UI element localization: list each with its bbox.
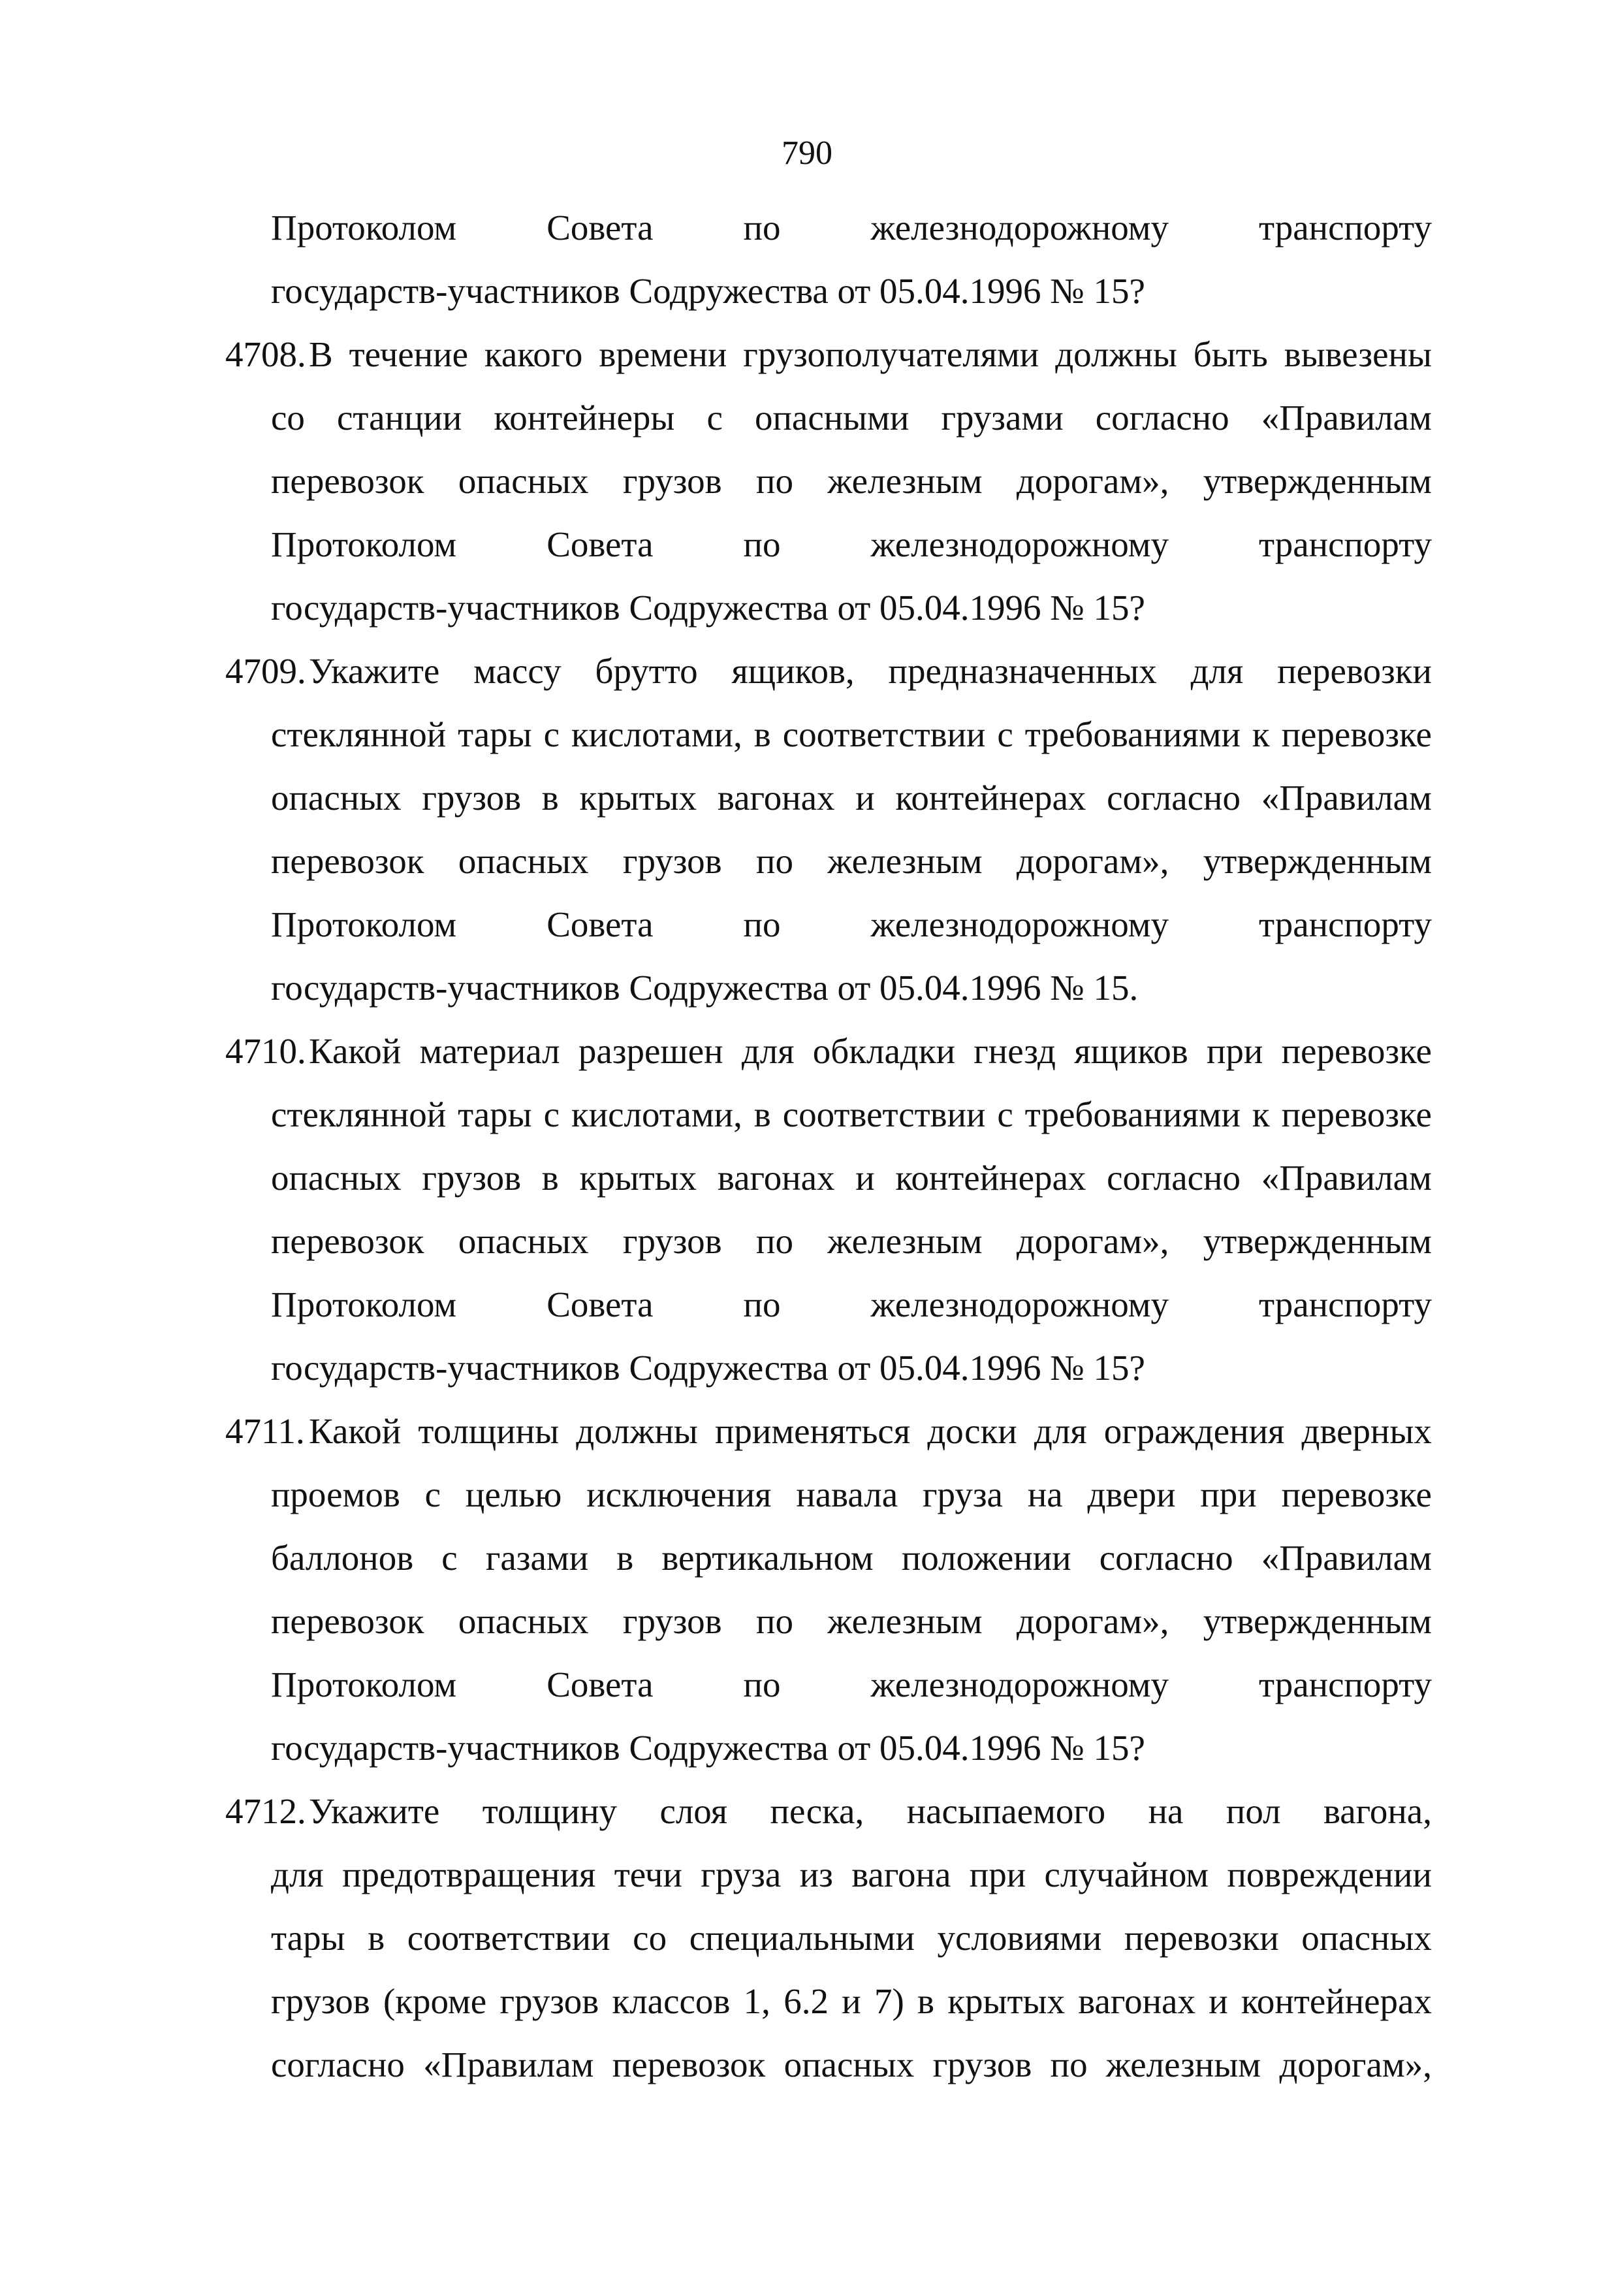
word: перевозок: [271, 1221, 424, 1261]
word: перевозок: [271, 461, 424, 501]
document-body: [225, 196, 1432, 2096]
word: грузополучателями: [743, 334, 1039, 374]
text-line: [225, 1209, 1432, 1273]
text-line: [225, 196, 1432, 259]
word: опасных: [458, 1601, 589, 1641]
text-line: [225, 766, 1432, 829]
word: вагонах: [717, 778, 835, 818]
word: кислотами,: [571, 1094, 742, 1134]
word: соответствии: [407, 1918, 610, 1958]
word: для: [1190, 651, 1244, 691]
word: вывезены: [1284, 334, 1432, 374]
word: проемов: [271, 1475, 400, 1514]
word: Какой: [309, 1411, 402, 1451]
page-number: 790: [782, 135, 832, 172]
word: Какой: [309, 1031, 402, 1071]
word: дверных: [1301, 1411, 1432, 1451]
word: груза: [701, 1855, 782, 1894]
text-line: [225, 1526, 1432, 1589]
word: тары: [458, 714, 532, 754]
word: брутто: [595, 651, 698, 691]
word: слоя: [659, 1791, 728, 1831]
word: грузов: [622, 461, 722, 501]
word: Протоколом: [271, 1665, 457, 1704]
word: грузов: [932, 2045, 1032, 2084]
word: должны: [576, 1411, 698, 1451]
word: в: [541, 778, 559, 818]
word: 6.2: [783, 1981, 829, 2021]
text-line: государств-участников Содружества от 05.04.1996 № 15?: [271, 271, 1145, 311]
word: кислотами,: [571, 714, 742, 754]
word: крытых: [579, 778, 697, 818]
word: по: [1050, 2045, 1088, 2084]
word: вагонах: [1078, 1981, 1195, 2021]
word: железнодорожному: [870, 1665, 1169, 1704]
word: грузов: [622, 1601, 722, 1641]
word: в: [616, 1538, 634, 1578]
word: при: [1200, 1475, 1257, 1514]
word: из: [799, 1855, 833, 1894]
word: утвержденным: [1203, 1221, 1432, 1261]
word: гнезд: [973, 1031, 1056, 1071]
word: пол: [1226, 1791, 1281, 1831]
word: на: [1148, 1791, 1184, 1831]
word: (кроме: [383, 1981, 487, 2021]
word: доски: [927, 1411, 1017, 1451]
word: 1,: [743, 1981, 770, 2021]
text-line: [225, 829, 1432, 893]
text-line: [225, 449, 1432, 513]
word: при: [1206, 1031, 1263, 1071]
word: железным: [1105, 2045, 1261, 2084]
word: опасных: [458, 1221, 589, 1261]
question-text: [309, 1779, 1432, 1843]
word: «Правилам: [423, 2045, 594, 2084]
word: «Правилам: [1261, 1158, 1432, 1198]
word: по: [743, 524, 781, 564]
word: «Правилам: [1261, 778, 1432, 818]
word: «Правилам: [1261, 398, 1432, 438]
word: газами: [485, 1538, 589, 1578]
question-number: 4712.: [225, 1791, 306, 1831]
word: ящиков: [1074, 1031, 1188, 1071]
word: предотвращения: [342, 1855, 596, 1894]
word: грузами: [941, 398, 1064, 438]
question-text: [309, 639, 1432, 703]
question-first-line: [225, 323, 1432, 386]
word: с: [441, 1538, 458, 1578]
word: при: [969, 1855, 1026, 1894]
text-line: [225, 1589, 1432, 1653]
word: железнодорожному: [870, 1284, 1169, 1324]
word: опасных: [1301, 1918, 1432, 1958]
word: положении: [901, 1538, 1071, 1578]
word: ограждения: [1103, 1411, 1285, 1451]
word: железным: [827, 1221, 983, 1261]
word: дорогам»,: [1016, 841, 1169, 881]
word: течение: [349, 334, 469, 374]
word: насыпаемого: [906, 1791, 1106, 1831]
word: соответствии: [782, 1094, 986, 1134]
word: к: [1252, 1094, 1270, 1134]
word: крытых: [947, 1981, 1065, 2021]
word: перевозке: [1281, 714, 1432, 754]
question-number: 4709.: [225, 651, 306, 691]
word: грузов: [422, 1158, 522, 1198]
word: тары: [271, 1918, 345, 1958]
word: «Правилам: [1261, 1538, 1432, 1578]
word: опасных: [271, 1158, 402, 1198]
word: условиями: [937, 1918, 1102, 1958]
question-first-line: [225, 1019, 1432, 1083]
text-line: государств-участников Содружества от 05.04.1996 № 15.: [271, 968, 1139, 1008]
word: песка,: [770, 1791, 864, 1831]
word: перевозки: [1124, 1918, 1279, 1958]
word: транспорту: [1259, 208, 1432, 247]
question-first-line: [225, 639, 1432, 703]
word: стеклянной: [271, 714, 447, 754]
word: железным: [827, 1601, 983, 1641]
word: транспорту: [1259, 1284, 1432, 1324]
word: специальными: [689, 1918, 915, 1958]
text-line: [225, 1906, 1432, 1969]
word: Протоколом: [271, 208, 457, 247]
text-line: государств-участников Содружества от 05.04.1996 № 15?: [271, 588, 1145, 628]
word: дорогам»,: [1016, 1601, 1169, 1641]
word: опасных: [458, 461, 589, 501]
word: двери: [1087, 1475, 1176, 1514]
word: по: [756, 461, 793, 501]
word: случайном: [1044, 1855, 1209, 1894]
word: транспорту: [1259, 904, 1432, 944]
question-number: 4708.: [225, 334, 306, 374]
text-line: [225, 1463, 1432, 1526]
word: и: [1209, 1981, 1228, 2021]
text-line: [225, 1083, 1432, 1146]
word: и: [855, 1158, 875, 1198]
word: крытых: [579, 1158, 697, 1198]
word: по: [756, 1601, 793, 1641]
word: с: [424, 1475, 441, 1514]
word: станции: [337, 398, 462, 438]
word: железнодорожному: [870, 208, 1169, 247]
word: грузов: [422, 778, 522, 818]
word: навала: [796, 1475, 898, 1514]
word: контейнеры: [494, 398, 675, 438]
word: железным: [827, 841, 983, 881]
word: Совета: [546, 208, 654, 247]
word: согласно: [271, 2045, 405, 2084]
word: требованиями: [1024, 1094, 1241, 1134]
text-line: [225, 2033, 1432, 2096]
word: с: [706, 398, 723, 438]
text-line: [225, 1273, 1432, 1336]
word: по: [743, 1284, 781, 1324]
word: Совета: [546, 1665, 654, 1704]
word: вагона,: [1323, 1791, 1432, 1831]
word: с: [543, 714, 560, 754]
word: Совета: [546, 524, 654, 564]
word: перевозке: [1281, 1094, 1432, 1134]
word: контейнерах: [895, 1158, 1086, 1198]
word: вертикальном: [661, 1538, 874, 1578]
question-first-line: [225, 1779, 1432, 1843]
word: по: [756, 841, 793, 881]
word: толщину: [482, 1791, 617, 1831]
text-line: [225, 1653, 1432, 1716]
word: применяться: [715, 1411, 911, 1451]
word: перевозок: [612, 2045, 766, 2084]
word: быть: [1193, 334, 1268, 374]
word: течи: [614, 1855, 682, 1894]
word: и: [842, 1981, 861, 2021]
word: дорогам»,: [1016, 1221, 1169, 1261]
question-number: 4711.: [225, 1411, 305, 1451]
word: грузов: [271, 1981, 370, 2021]
word: железным: [827, 461, 983, 501]
word: опасных: [271, 778, 402, 818]
word: грузов: [622, 1221, 722, 1261]
word: в: [753, 714, 771, 754]
word: Укажите: [309, 1791, 440, 1831]
word: Укажите: [309, 651, 440, 691]
question-number: 4710.: [225, 1031, 306, 1071]
word: разрешен: [578, 1031, 723, 1071]
word: со: [633, 1918, 667, 1958]
word: материал: [419, 1031, 560, 1071]
word: контейнерах: [1241, 1981, 1432, 2021]
word: времени: [599, 334, 727, 374]
text-line: [225, 893, 1432, 956]
word: грузов: [622, 841, 722, 881]
word: Протоколом: [271, 524, 457, 564]
word: стеклянной: [271, 1094, 447, 1134]
word: контейнерах: [895, 778, 1086, 818]
word: согласно: [1099, 1538, 1233, 1578]
word: перевозке: [1281, 1031, 1432, 1071]
text-line: [225, 513, 1432, 576]
word: дорогам»,: [1016, 461, 1169, 501]
text-line: [225, 386, 1432, 449]
word: согласно: [1107, 1158, 1241, 1198]
word: по: [743, 1665, 781, 1704]
word: в: [368, 1918, 385, 1958]
word: обкладки: [812, 1031, 955, 1071]
word: для: [1034, 1411, 1087, 1451]
word: тары: [458, 1094, 532, 1134]
word: транспорту: [1259, 524, 1432, 564]
word: должны: [1055, 334, 1177, 374]
word: к: [1252, 714, 1270, 754]
word: груза: [923, 1475, 1003, 1514]
question-first-line: [225, 1399, 1432, 1463]
word: согласно: [1095, 398, 1229, 438]
word: Совета: [546, 904, 654, 944]
word: соответствии: [782, 714, 986, 754]
word: какого: [484, 334, 583, 374]
text-line: государств-участников Содружества от 05.04.1996 № 15?: [271, 1348, 1145, 1388]
word: массу: [473, 651, 562, 691]
word: вагона: [851, 1855, 951, 1894]
word: утвержденным: [1203, 461, 1432, 501]
word: по: [743, 208, 781, 247]
word: для: [271, 1855, 324, 1894]
word: перевозке: [1281, 1475, 1432, 1514]
word: дорогам»,: [1279, 2045, 1432, 2084]
word: баллонов: [271, 1538, 414, 1578]
word: для: [741, 1031, 795, 1071]
word: утвержденным: [1203, 1601, 1432, 1641]
word: транспорту: [1259, 1665, 1432, 1704]
word: на: [1027, 1475, 1063, 1514]
word: Совета: [546, 1284, 654, 1324]
word: опасных: [783, 2045, 915, 2084]
word: целью: [465, 1475, 562, 1514]
word: грузов: [499, 1981, 599, 2021]
word: 7): [874, 1981, 904, 2021]
word: согласно: [1107, 778, 1241, 818]
word: требованиями: [1024, 714, 1241, 754]
word: опасными: [754, 398, 910, 438]
word: в: [753, 1094, 771, 1134]
word: перевозок: [271, 841, 424, 881]
word: со: [271, 398, 305, 438]
word: перевозки: [1277, 651, 1432, 691]
text-line: [225, 703, 1432, 766]
word: вагонах: [717, 1158, 835, 1198]
word: повреждении: [1227, 1855, 1432, 1894]
word: перевозок: [271, 1601, 424, 1641]
question-text: [309, 323, 1432, 386]
word: Протоколом: [271, 904, 457, 944]
word: по: [756, 1221, 793, 1261]
word: и: [855, 778, 875, 818]
word: железнодорожному: [870, 524, 1169, 564]
word: толщины: [418, 1411, 560, 1451]
question-text: [309, 1019, 1432, 1083]
word: предназначенных: [888, 651, 1157, 691]
word: по: [743, 904, 781, 944]
word: в: [541, 1158, 559, 1198]
text-line: государств-участников Содружества от 05.04.1996 № 15?: [271, 1728, 1145, 1768]
word: исключения: [586, 1475, 772, 1514]
question-text: [309, 1399, 1432, 1463]
word: с: [997, 714, 1013, 754]
text-line: [225, 1969, 1432, 2033]
word: В: [309, 334, 333, 374]
word: в: [917, 1981, 935, 2021]
word: утвержденным: [1203, 841, 1432, 881]
text-line: [225, 1146, 1432, 1209]
word: опасных: [458, 841, 589, 881]
word: с: [997, 1094, 1013, 1134]
word: классов: [612, 1981, 731, 2021]
word: ящиков,: [731, 651, 855, 691]
word: с: [543, 1094, 560, 1134]
word: железнодорожному: [870, 904, 1169, 944]
text-line: [225, 1843, 1432, 1906]
word: Протоколом: [271, 1284, 457, 1324]
